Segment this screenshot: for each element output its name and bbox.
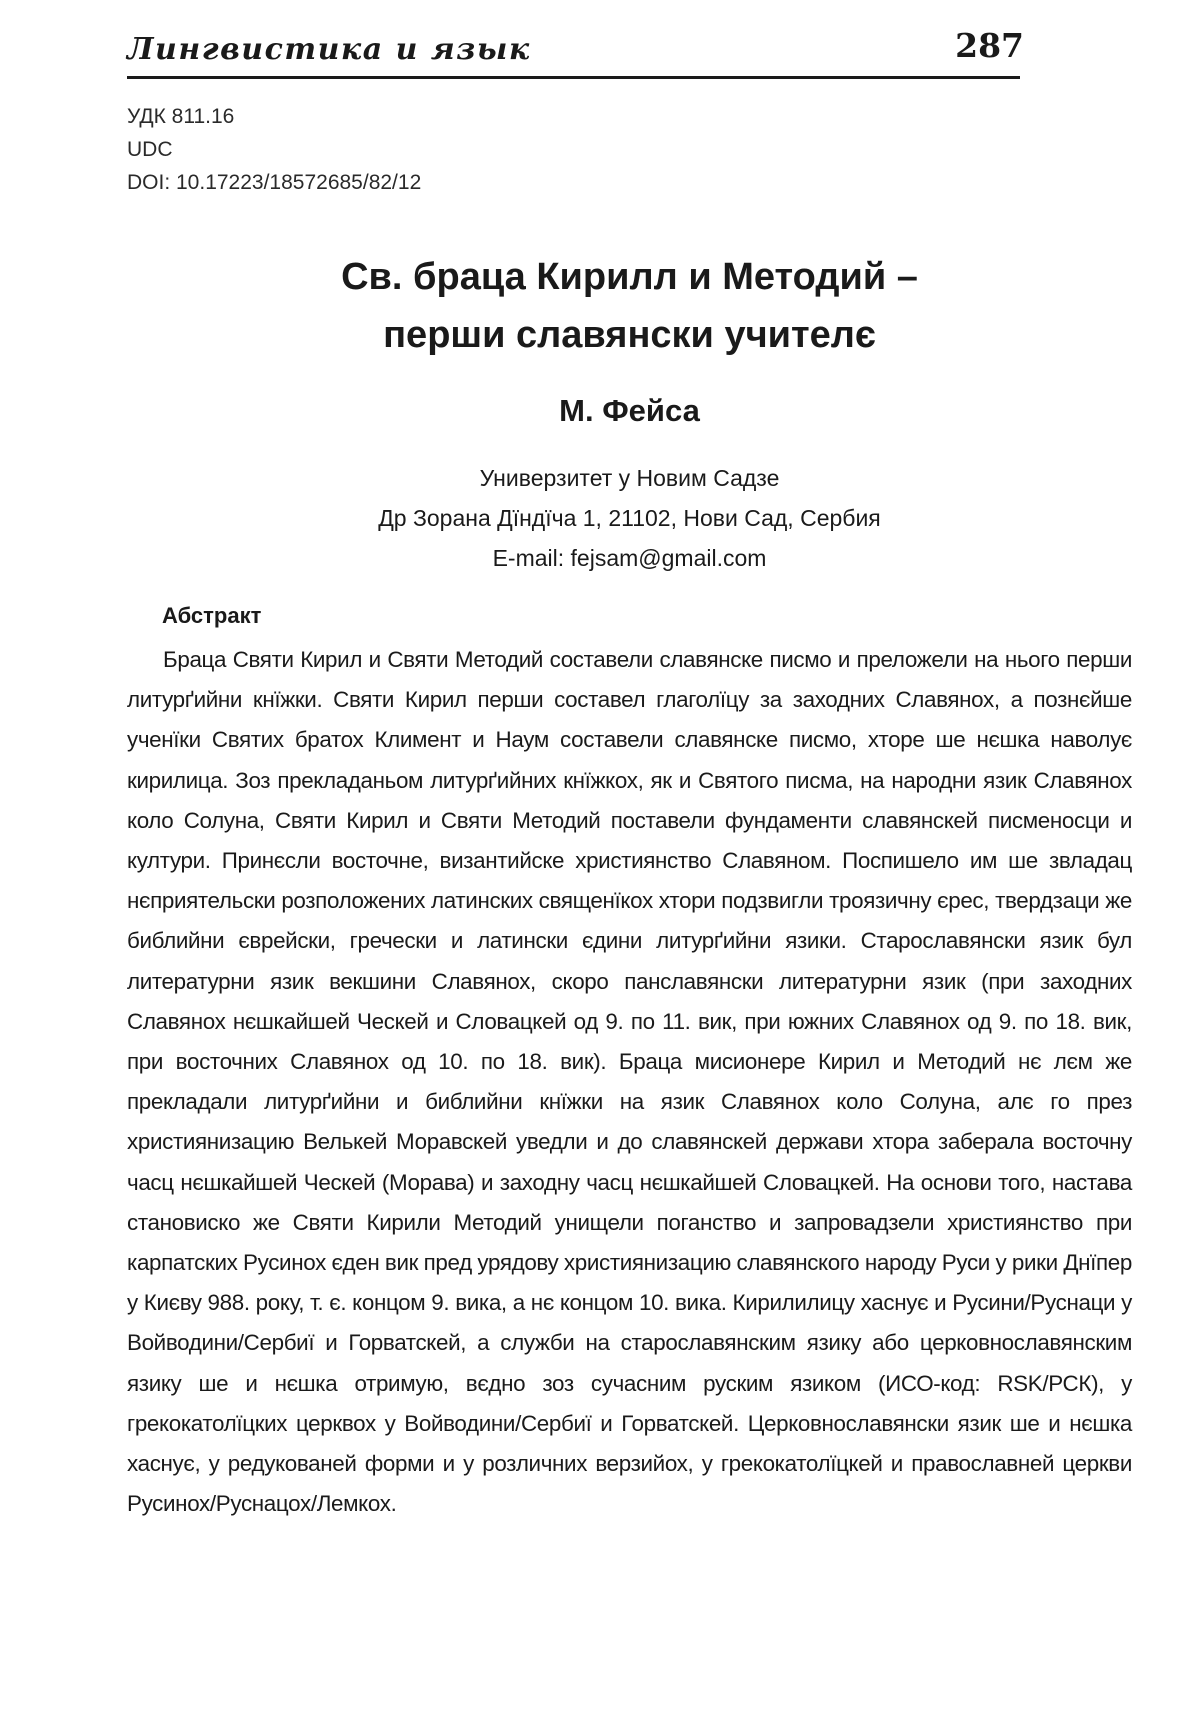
article-metadata [127,100,421,199]
abstract-heading: Абстракт [162,603,262,628]
header-rule [127,76,1020,79]
page-number: 287 [955,26,1024,65]
journal-section-name: Лингвистика и язык [127,32,531,67]
udc-code: UDC [127,138,173,161]
institution: Универзитет у Новим Садзе [479,465,780,491]
udk-code: УДК 811.16 [127,105,235,128]
title-line-2: перши славянски учителє [383,314,876,356]
doi: DOI: 10.17223/18572685/82/12 [127,171,422,194]
email: E-mail: fejsam@gmail.com [492,545,767,571]
title-line-1: Св. браца Кирилл и Методий – [341,256,918,298]
address: Др Зорана Дїндїча 1, 21102, Нови Сад, Сербия [378,505,881,531]
author-name: М. Фейса [559,393,700,428]
author-affiliation [127,458,1132,578]
abstract-text: Браца Святи Кирил и Святи Методий составели славянске писмо и преложели на нього перши литурґийни кнїжки. Святи Кирил перши составел глаголїцу за заходних Славянох, а познєйше ученїки Святих братох Климент и Наум составели славянске писмо, хторе ше нєшка наволує кирилица. Зоз прекладаньом литурґийних кнїжкох, як и Святого писма, на народни язик Славянох коло Солуна, Святи Кирил и Святи Методий поставели фундаменти славянскей писменосци и култури. Принєсли восточне, византийске християнство Славяном. Поспишело им ше звладац нєприятельски розположених латинских священїкох хтори подзвигли троязичну єрес, твердзаци же библийни єврейски, гречески и латински єдини литурґийни язики. Старославянски язик бул литературни язик векшини Славянох, скоро панславянски литературни язик (при заходних Славянох нєшкайшей Ческей и Словацкей од 9. по 11. вик, при южних Славянох од 9. по 18. вик, при восточних Славянох од 10. по 18. вик). Браца мисионере Кирил и Методий нє лєм же прекладали литурґийни и библийни кнїжки на язик Славянох коло Солуна, алє го през християнизацию Велькей Моравскей уведли и до славянскей держави хтора заберала восточну часц нєшкайшей Ческей (Морава) и заходну часц нєшкайшей Словацкей. На основи того, настава становиско же Святи Кирили Методий унищели поганство и запровадзели християнство при карпатских Русинох єден вик пред урядову християнизацию славянского народу Руси у рики Днїпер у Києву 988. року, т. є. концом 9. вика, а нє концом 10. вика. Кирилилицу хаснує и Русини/Руснаци у Войводини/Сербиї и Горватскей, а служби на старославянским язику або церковнославянским язику ше и нєшка отримую, вєдно зоз сучасним руским язиком (ИСО-код: RSK/РСК), у грекокатолїцких церквох у Войводини/Сербиї и Горватскей. Церковнославянски язик ше и нєшка хаснує, у редукованей форми и у розличних верзийох, у грекокатолїцкей и православней церкви Русинох/Руснацох/Лемкох. [127,647,1132,1517]
article-title [127,248,1132,364]
